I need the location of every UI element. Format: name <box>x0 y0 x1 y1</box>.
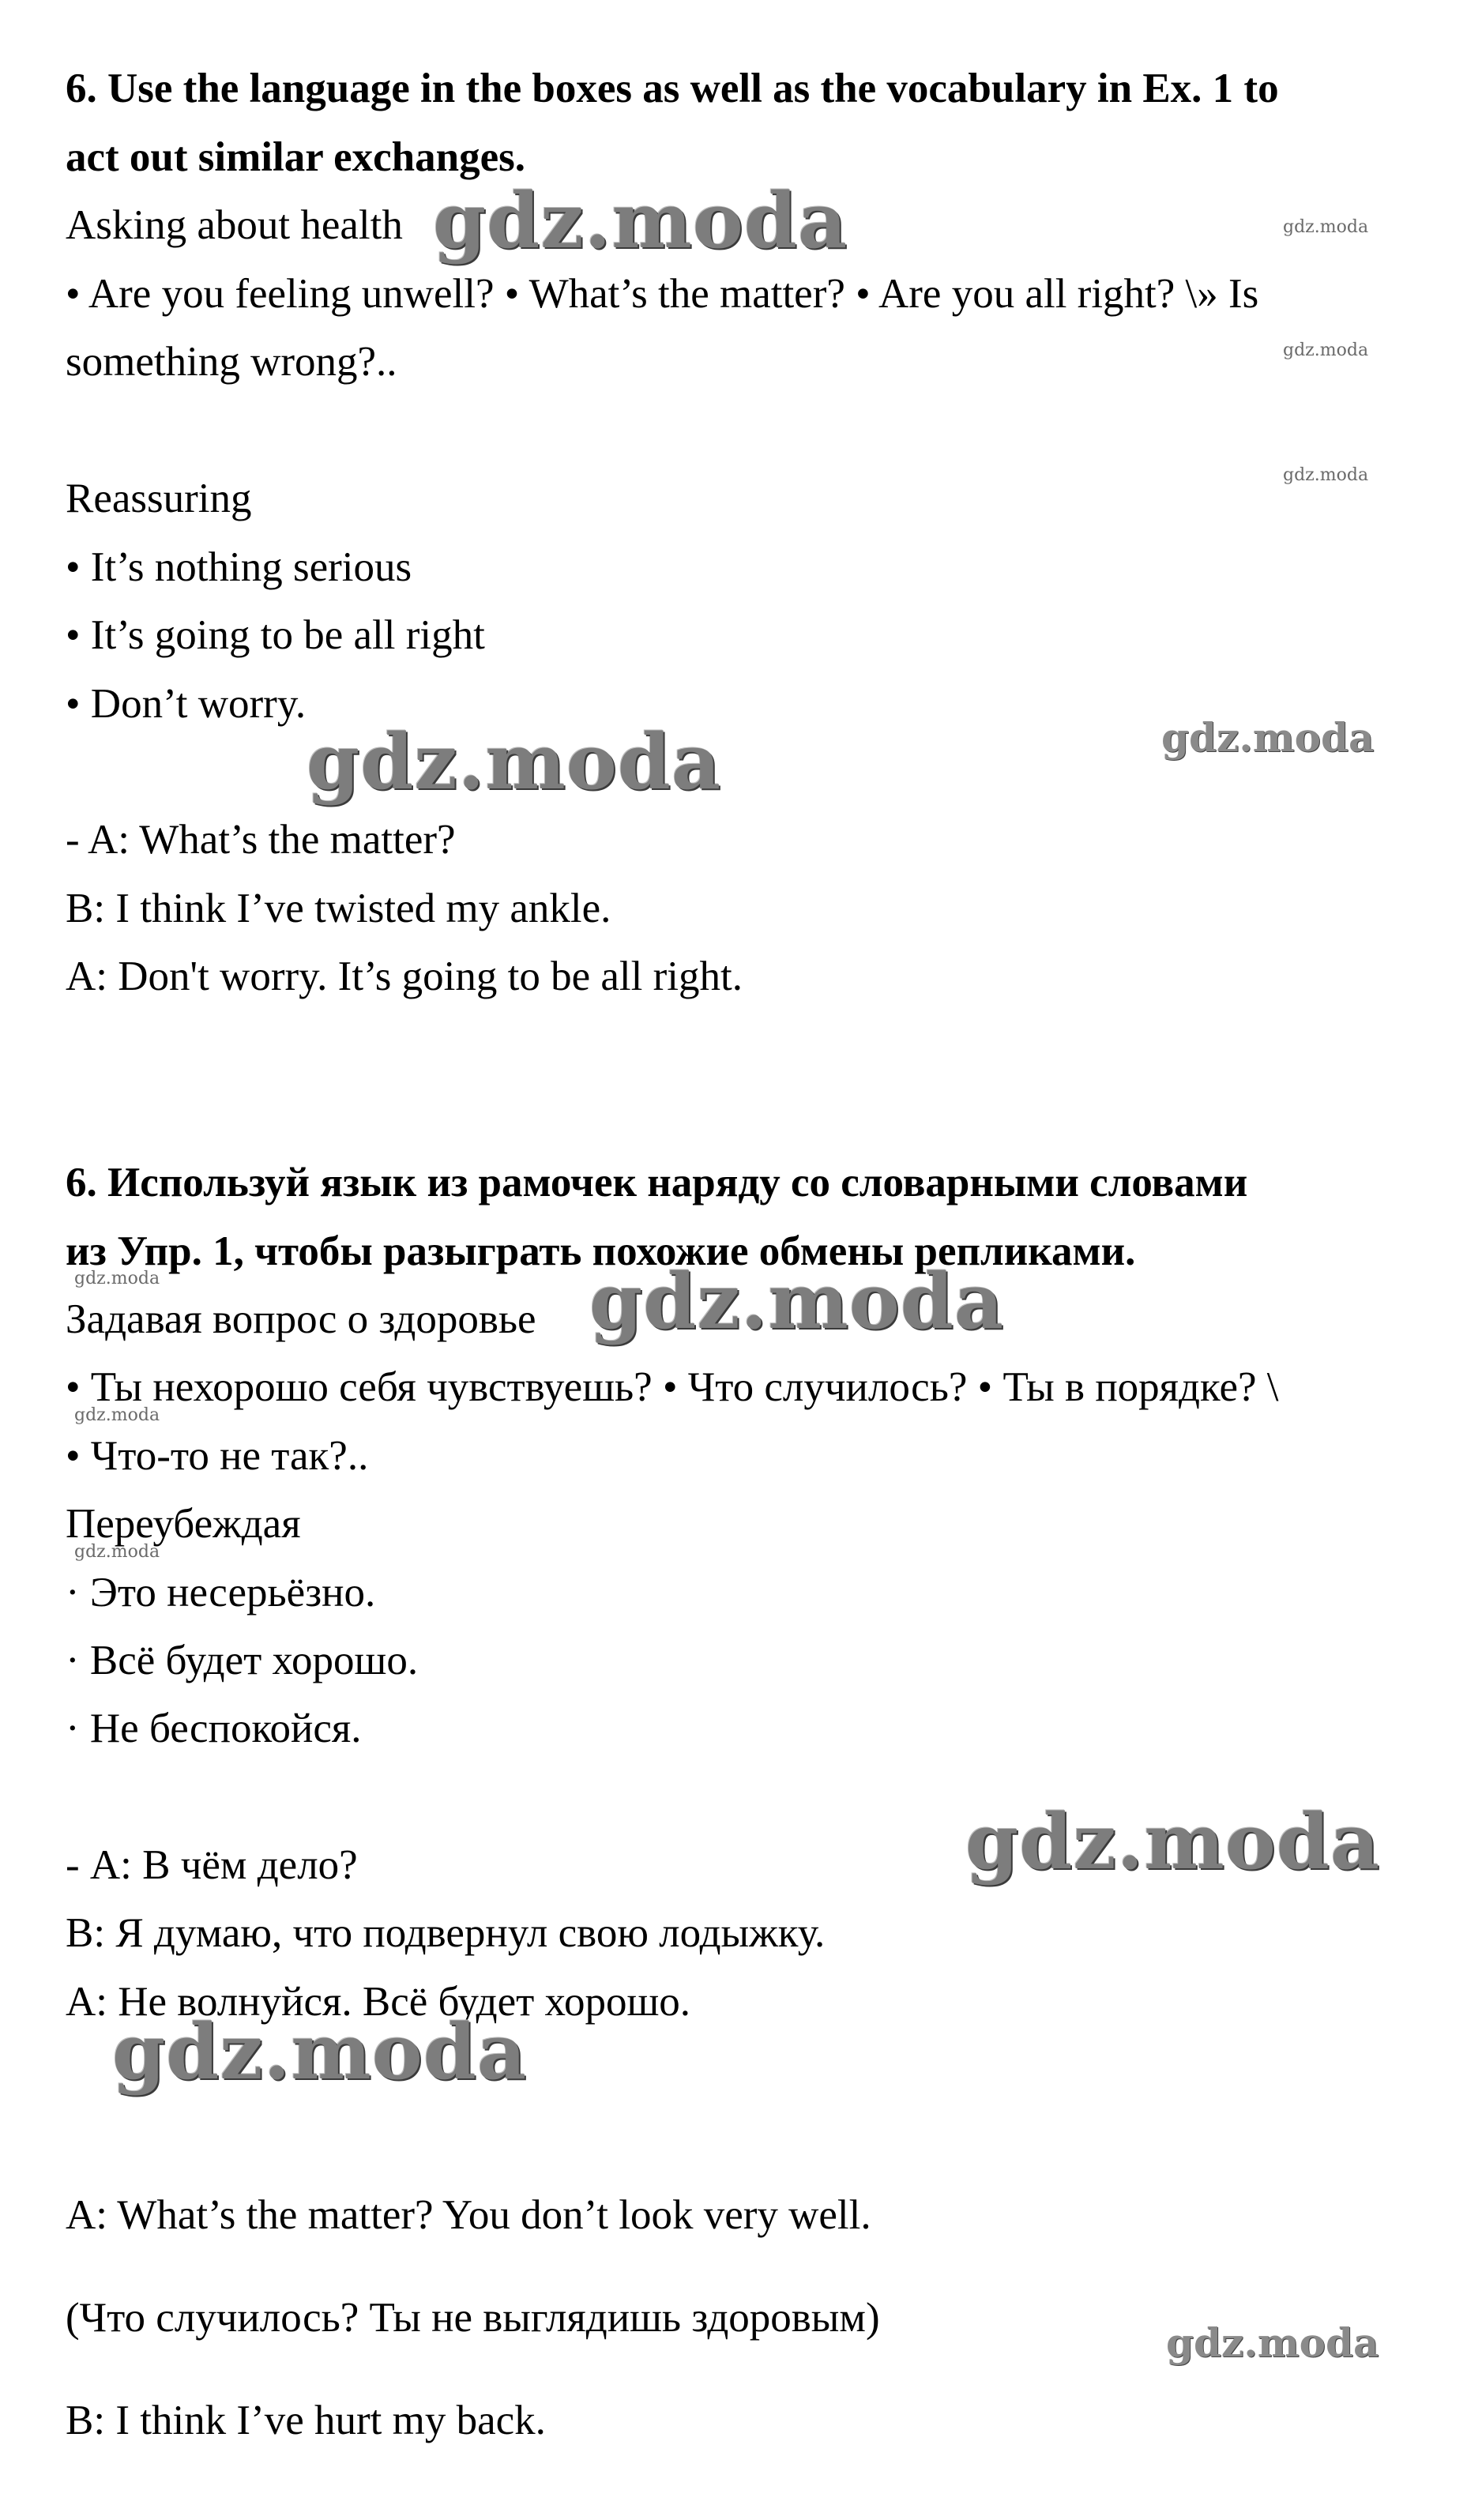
english-dialogue-line-3: A: Don't worry. It’s going to be all right. <box>66 953 743 999</box>
russian-dialogue-line-2: В: Я думаю, что подвернул свою лодыжку. <box>66 1910 826 1956</box>
watermark-small: gdz.moda <box>74 1405 160 1425</box>
russian-reassuring-item-2: · Всё будет хорошо. <box>66 1638 419 1683</box>
english-dialogue-line-1: - A: What’s the matter? <box>66 817 456 863</box>
watermark-small: gdz.moda <box>74 1269 160 1288</box>
example-line-1: A: What’s the matter? You don’t look very well. <box>66 2192 871 2238</box>
example-line-2: (Что случилось? Ты не выглядишь здоровым) <box>66 2295 880 2341</box>
watermark-small: gdz.moda <box>74 1542 160 1562</box>
english-reassuring-item-3: • Don’t worry. <box>66 681 307 727</box>
watermark-small: gdz.moda <box>1283 340 1369 360</box>
english-heading-line-1: 6. Use the language in the boxes as well as the vocabulary in Ex. 1 to <box>66 66 1279 111</box>
russian-heading-line-2: из Упр. 1, чтобы разыграть похожие обмены репликами. <box>66 1228 1136 1274</box>
watermark-medium: gdz.moda <box>1166 2319 1379 2366</box>
english-heading-line-2: act out similar exchanges. <box>66 134 525 180</box>
english-reassuring-item-1: • It’s nothing serious <box>66 544 412 590</box>
watermark-large: gdz.moda <box>589 1257 1005 1346</box>
watermark-small: gdz.moda <box>1283 465 1369 485</box>
watermark-small: gdz.moda <box>1283 217 1369 237</box>
english-reassuring-item-2: • It’s going to be all right <box>66 612 485 658</box>
english-reassuring-label: Reassuring <box>66 476 252 521</box>
russian-dialogue-line-1: - А: В чём дело? <box>66 1842 358 1888</box>
watermark-large: gdz.moda <box>307 717 722 807</box>
english-asking-line-1: • Are you feeling unwell? • What’s the matter? • Are you all right? \» Is <box>66 271 1259 317</box>
watermark-large: gdz.moda <box>112 2007 528 2097</box>
english-asking-label: Asking about health <box>66 202 403 248</box>
watermark-large: gdz.moda <box>433 176 848 265</box>
watermark-medium: gdz.moda <box>1161 714 1375 761</box>
example-line-3: B: I think I’ve hurt my back. <box>66 2398 546 2443</box>
english-asking-line-2: something wrong?.. <box>66 339 397 385</box>
russian-asking-label: Задавая вопрос о здоровье <box>66 1296 536 1342</box>
russian-asking-line-2: • Что-то не так?.. <box>66 1433 369 1479</box>
russian-reassuring-item-1: · Это несерьёзно. <box>66 1570 376 1615</box>
english-dialogue-line-2: B: I think I’ve twisted my ankle. <box>66 886 611 931</box>
russian-heading-line-1: 6. Используй язык из рамочек наряду со словарными словами <box>66 1160 1248 1205</box>
russian-dialogue-line-3: А: Не волнуйся. Всё будет хорошо. <box>66 1979 691 2025</box>
russian-reassuring-label: Переубеждая <box>66 1501 301 1547</box>
russian-reassuring-item-3: · Не беспокойся. <box>66 1706 362 1751</box>
russian-asking-line-1: • Ты нехорошо себя чувствуешь? • Что случилось? • Ты в порядке? \ <box>66 1364 1279 1410</box>
watermark-large: gdz.moda <box>965 1797 1381 1886</box>
